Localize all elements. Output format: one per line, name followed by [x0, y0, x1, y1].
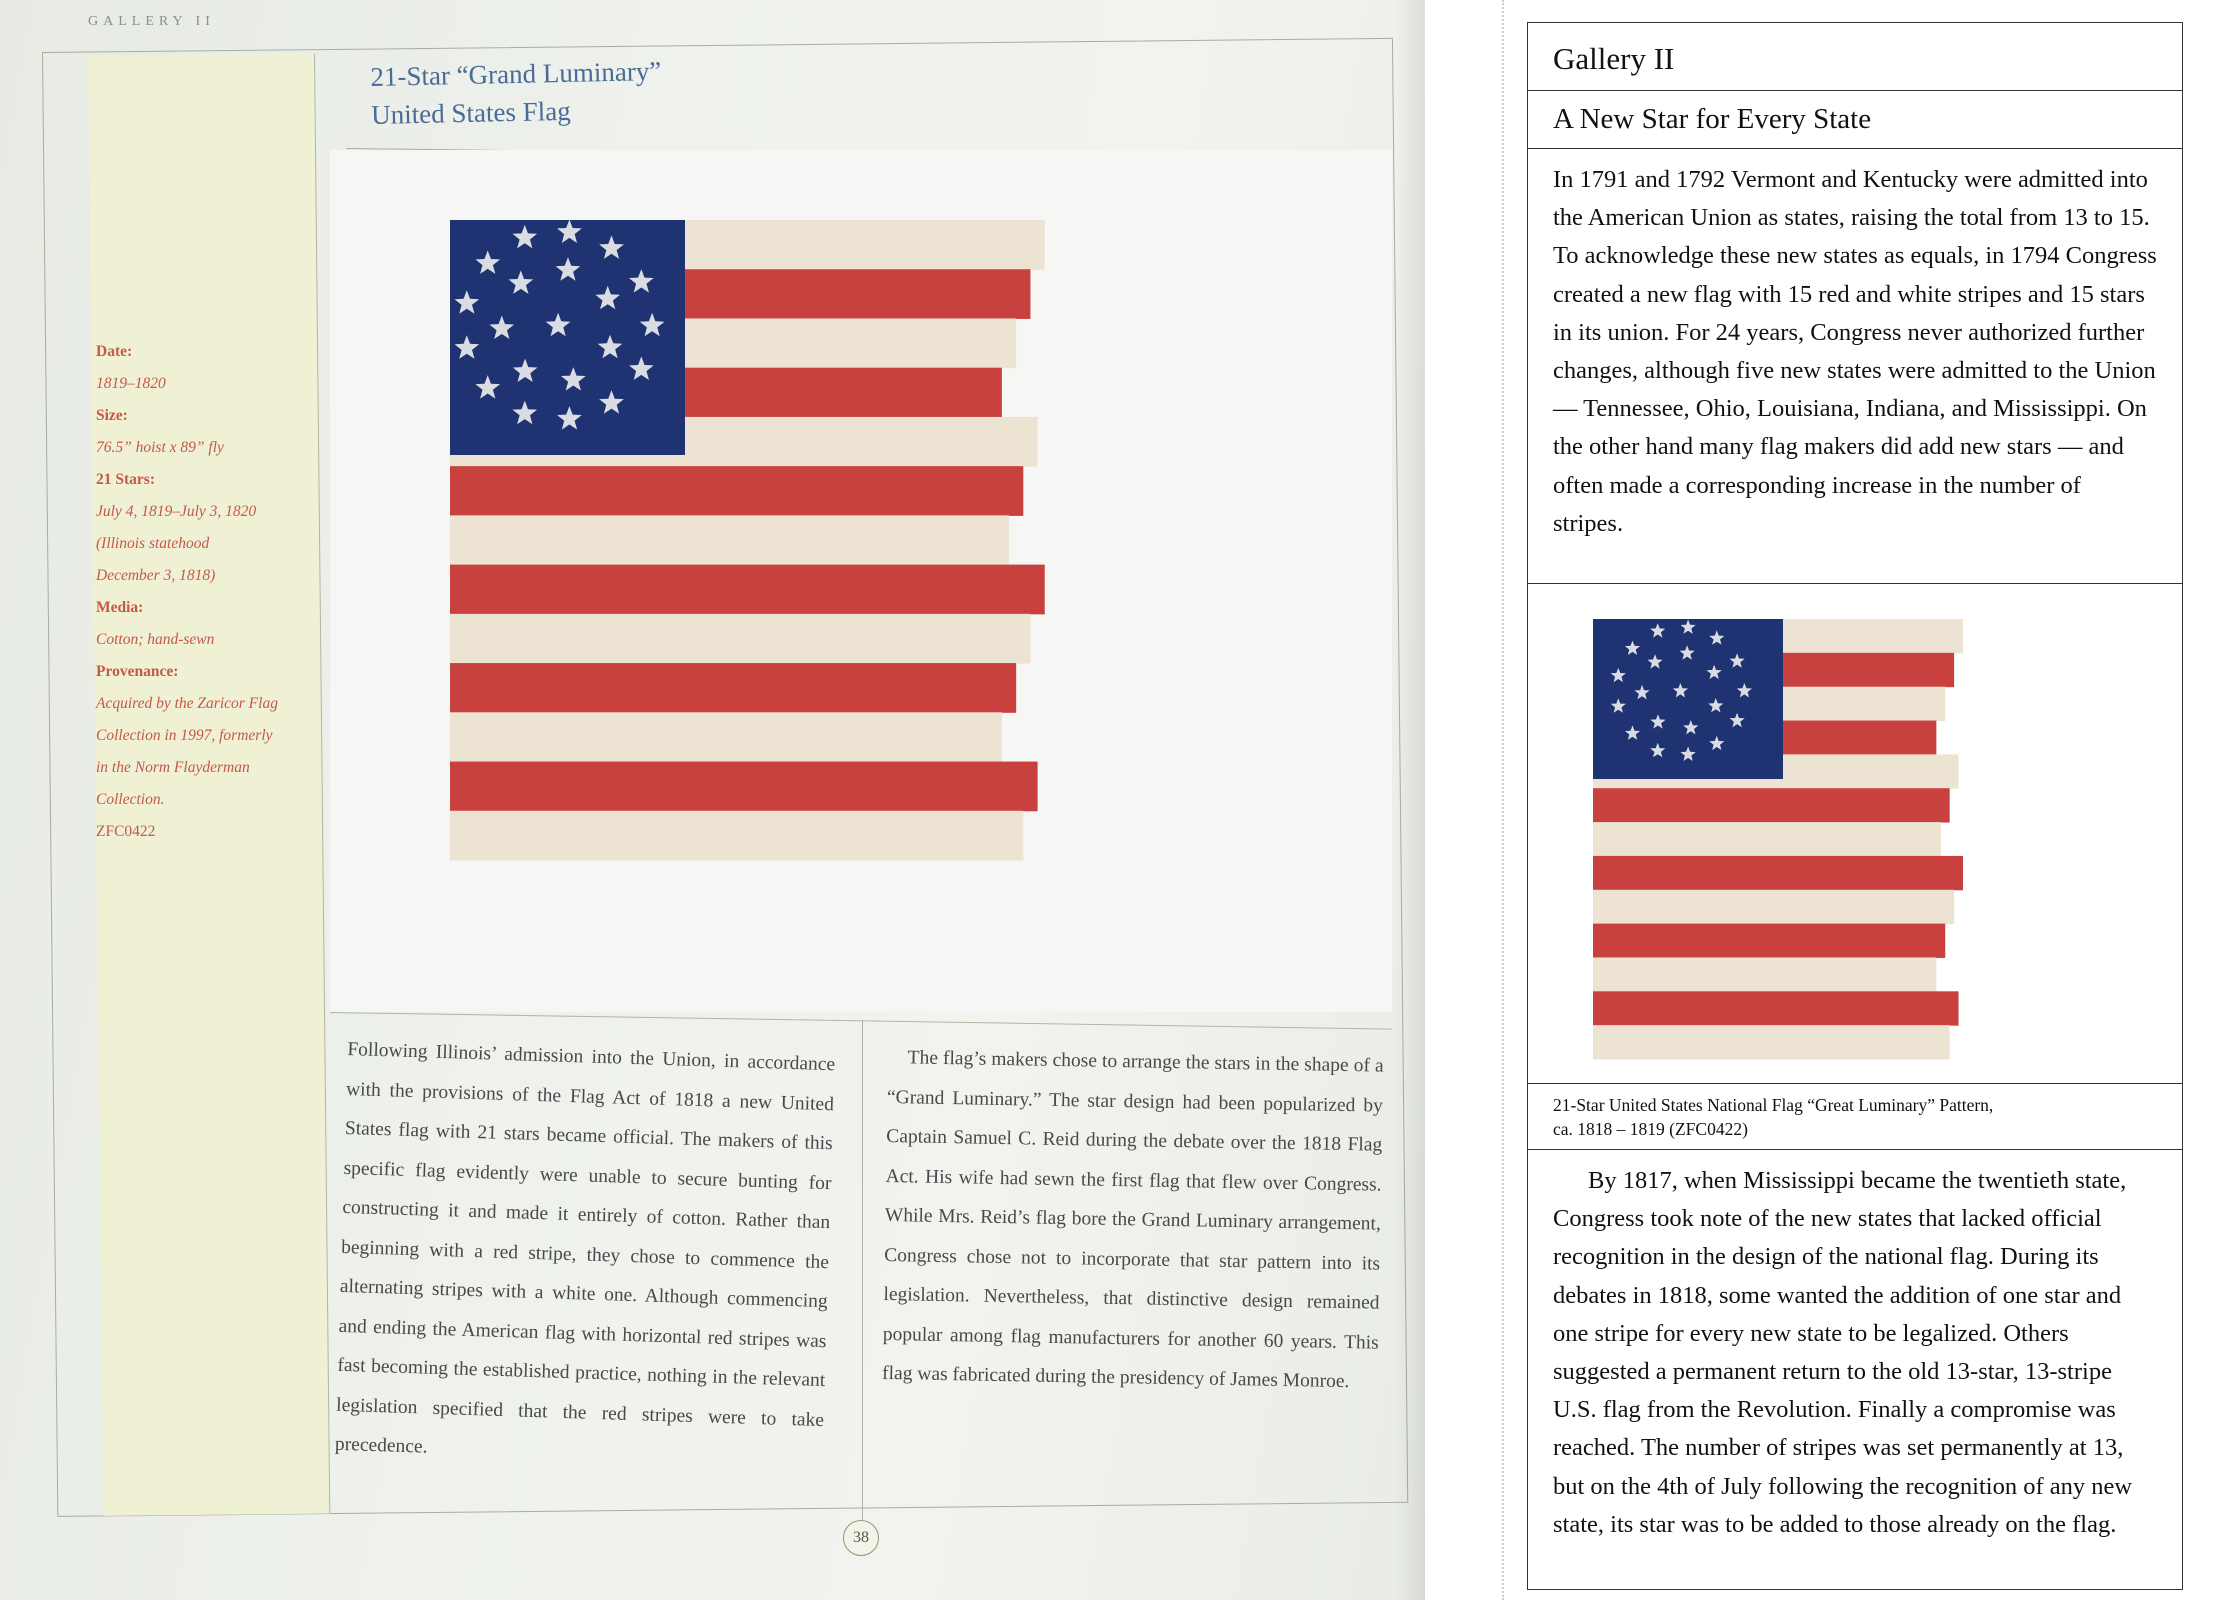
flag-image-large: [330, 150, 1392, 1012]
panel-paragraph-1: In 1791 and 1792 Vermont and Kentucky were admitted into the American Union as states, raising the total from 13 to 15. To acknowledge these new states as equals, in 1794 Congress created a new flag with 15 red and white stripes and 15 stars in its union. For 24 years, Congress never authorized further changes, although five new states were admitted to the Union — Tennessee, Ohio, Louisiana, Indiana, and Mississippi. On the other hand many flag makers did add new stars — and often made a corresponding increase in the number of stripes.: [1528, 149, 2182, 584]
detail-value: December 3, 1818): [96, 567, 216, 584]
column-rule: [862, 1020, 863, 1520]
detail-value: July 4, 1819–July 3, 1820: [96, 503, 257, 520]
flag-stripe: [450, 712, 1002, 762]
flag-caption: [1528, 1084, 2182, 1150]
page-number: 38: [843, 1520, 879, 1556]
details-list: [96, 336, 296, 848]
page-title-line-2: United States Flag: [370, 95, 571, 130]
flag-stripe: [1593, 991, 1959, 1025]
detail-heading: 21 Stars:: [96, 471, 155, 488]
body-column-2: The flag’s makers chose to arrange the stars in the shape of a “Grand Luminary.” The star design had been popularized by Captain Samuel C. Reid during the debate over the 1818 Flag Act. His wife had sewn the first flag that flew over Congress. While Mrs. Reid’s flag bore the Grand Luminary arrangement, Congress chose not to incorporate that star pattern into its legislation. Nevertheless, that distinctive design remained popular among flag manufacturers for another 60 years. This flag was fabricated during the presidency of James Monroe.: [881, 1047, 1384, 1393]
flag-stripe: [1593, 957, 1936, 991]
flag-stripe: [1593, 856, 1963, 890]
detail-heading: Provenance:: [96, 663, 179, 680]
flag-stripe: [450, 565, 1045, 615]
flag-stripe: [450, 762, 1038, 812]
detail-value: Collection.: [96, 791, 165, 808]
divider: [1502, 0, 1504, 1600]
detail-value: Cotton; hand-sewn: [96, 631, 215, 648]
panel-paragraph-2: By 1817, when Mississippi became the twentieth state, Congress took note of the new states that lacked official recognition in the design of the national flag. During its debates in 1818, some wanted the addition of one star and one stripe for every new state to be legalized. Others suggested a permanent return to the old 13-star, 13-stripe U.S. flag from the Revolution. Finally a compromise was reached. The number of stripes was set permanently at 13, but on the 4th of July following the recognition of any new state, its star was to be added to those already on the flag.: [1553, 1167, 2133, 1538]
flag-stripe: [1593, 788, 1950, 822]
running-header: GALLERY II: [88, 14, 215, 29]
detail-value: Collection in 1997, formerly: [96, 727, 273, 744]
flag-stripe: [450, 614, 1030, 664]
detail-value: 76.5” hoist x 89” fly: [96, 439, 224, 456]
panel-title: Gallery II: [1528, 23, 2182, 91]
transcription-panel: [1527, 22, 2183, 1590]
detail-value: 1819–1820: [96, 375, 166, 392]
detail-value: Acquired by the Zaricor Flag: [96, 695, 278, 712]
detail-value: ZFC0422: [96, 823, 156, 840]
detail-heading: Date:: [96, 343, 133, 360]
flag-stripe: [1593, 1025, 1950, 1059]
page-title-line-1: 21-Star “Grand Luminary”: [370, 55, 662, 92]
page-shadow: [1395, 0, 1425, 1600]
flag-stripe: [1593, 822, 1941, 856]
flag-stripe: [450, 466, 1023, 516]
flag-stripe: [450, 663, 1016, 713]
panel-subtitle: A New Star for Every State: [1528, 91, 2182, 149]
flag-image-small: [1528, 584, 2180, 1084]
detail-value: (Illinois statehood: [96, 535, 210, 552]
flag-caption-line-1: 21-Star United States National Flag “Great Luminary” Pattern,: [1553, 1095, 1994, 1115]
body-column-1: Following Illinois’ admission into the Union, in accordance with the provisions of the Flag Act of 1818 a new United States flag with 21 stars became official. The makers of this specific flag evidently were unable to secure bunting for constructing it and made it entirely of cotton. Rather than beginning with a red stripe, they chose to commence the alternating stripes with a white one. Although commencing and ending the American flag with horizontal red stripes was fast becoming the established practice, nothing in the relevant legislation specified that the red stripes were to take precedence.: [334, 1038, 836, 1458]
flag-stripe: [450, 515, 1009, 565]
page-title: [370, 52, 662, 134]
detail-heading: Size:: [96, 407, 128, 424]
flag-stripe: [1593, 924, 1945, 958]
detail-heading: Media:: [96, 599, 144, 616]
detail-value: in the Norm Flayderman: [96, 759, 250, 776]
panel-flag-image: [1528, 584, 2182, 1084]
flag-stripe: [450, 811, 1023, 861]
flag-photo-area: [330, 150, 1392, 1012]
flag-caption-line-2: ca. 1818 – 1819 (ZFC0422): [1553, 1119, 1748, 1139]
flag-stripe: [1593, 890, 1954, 924]
